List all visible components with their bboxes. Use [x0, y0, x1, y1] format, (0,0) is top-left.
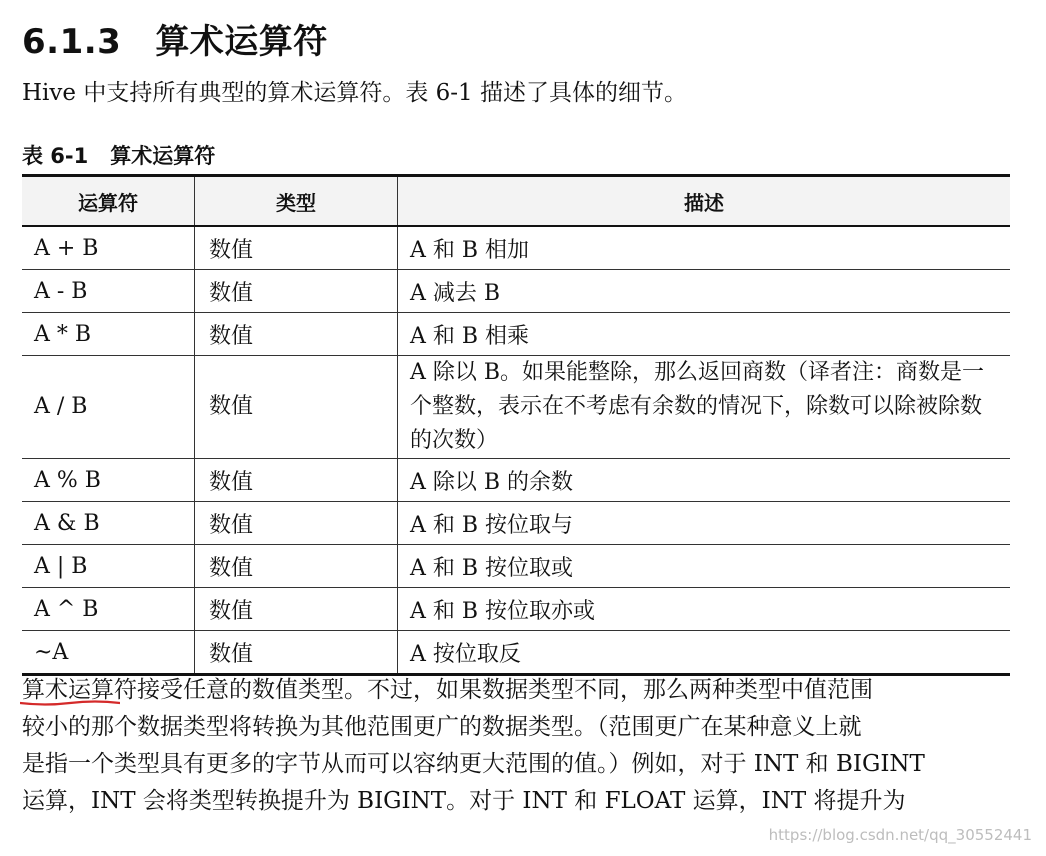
operators-table	[22, 174, 1010, 676]
table-row	[22, 631, 1010, 675]
cell-type: 数值	[195, 502, 398, 545]
table-row	[22, 313, 1010, 356]
underlined-text: 算术运算符接受任意的数值类型	[22, 677, 344, 703]
table-row	[22, 226, 1010, 270]
paragraph-line	[22, 672, 1017, 709]
cell-description: A 和 B 相加	[398, 226, 1011, 270]
header-description: 描述	[398, 176, 1011, 227]
cell-description: A 和 B 按位取或	[398, 545, 1011, 588]
table-caption-title: 算术运算符	[110, 144, 216, 168]
cell-operator: A & B	[22, 502, 195, 545]
table-caption	[22, 140, 215, 170]
cell-description: A 减去 B	[398, 270, 1011, 313]
cell-description: A 除以 B。如果能整除，那么返回商数（译者注：商数是一个整数，表示在不考虑有余数的情况下，除数可以除被除数的次数）	[398, 356, 1011, 459]
table-header-row	[22, 176, 1010, 227]
cell-type: 数值	[195, 226, 398, 270]
watermark: https://blog.csdn.net/qq_30552441	[768, 826, 1032, 844]
section-heading	[22, 14, 328, 63]
cell-type: 数值	[195, 313, 398, 356]
table-row	[22, 270, 1010, 313]
table-row	[22, 502, 1010, 545]
cell-operator: A * B	[22, 313, 195, 356]
cell-type: 数值	[195, 545, 398, 588]
red-underline-mark	[20, 699, 120, 707]
cell-type: 数值	[195, 459, 398, 502]
header-type: 类型	[195, 176, 398, 227]
table-row	[22, 545, 1010, 588]
cell-type: 数值	[195, 356, 398, 459]
cell-operator: A ^ B	[22, 588, 195, 631]
cell-description: A 除以 B 的余数	[398, 459, 1011, 502]
cell-operator: A - B	[22, 270, 195, 313]
cell-type: 数值	[195, 270, 398, 313]
paragraph-line: 是指一个类型具有更多的字节从而可以容纳更大范围的值。）例如，对于 INT 和 BIGINT	[22, 751, 925, 777]
cell-operator: A + B	[22, 226, 195, 270]
paragraph-line: 较小的那个数据类型将转换为其他范围更广的数据类型。（范围更广在某种意义上就	[22, 714, 862, 740]
table-row	[22, 459, 1010, 502]
intro-text: Hive 中支持所有典型的算术运算符。表 6-1 描述了具体的细节。	[22, 80, 687, 106]
cell-type: 数值	[195, 588, 398, 631]
cell-description: A 和 B 相乘	[398, 313, 1011, 356]
cell-type: 数值	[195, 631, 398, 675]
paragraph-line-text: 。不过，如果数据类型不同，那么两种类型中值范围	[344, 677, 873, 703]
body-paragraph	[22, 672, 1017, 820]
header-operator: 运算符	[22, 176, 195, 227]
paragraph-line: 运算，INT 会将类型转换提升为 BIGINT。对于 INT 和 FLOAT 运算，INT 将提升为	[22, 788, 906, 814]
cell-description: A 和 B 按位取与	[398, 502, 1011, 545]
table-row	[22, 356, 1010, 459]
section-number: 6.1.3	[22, 22, 122, 62]
cell-operator: A / B	[22, 356, 195, 459]
section-title: 算术运算符	[155, 22, 328, 62]
cell-operator: ~A	[22, 631, 195, 675]
underlined-phrase	[22, 677, 344, 703]
cell-description: A 按位取反	[398, 631, 1011, 675]
table-row	[22, 588, 1010, 631]
cell-description: A 和 B 按位取亦或	[398, 588, 1011, 631]
cell-operator: A % B	[22, 459, 195, 502]
table-caption-number: 表 6-1	[22, 144, 89, 168]
cell-operator: A | B	[22, 545, 195, 588]
